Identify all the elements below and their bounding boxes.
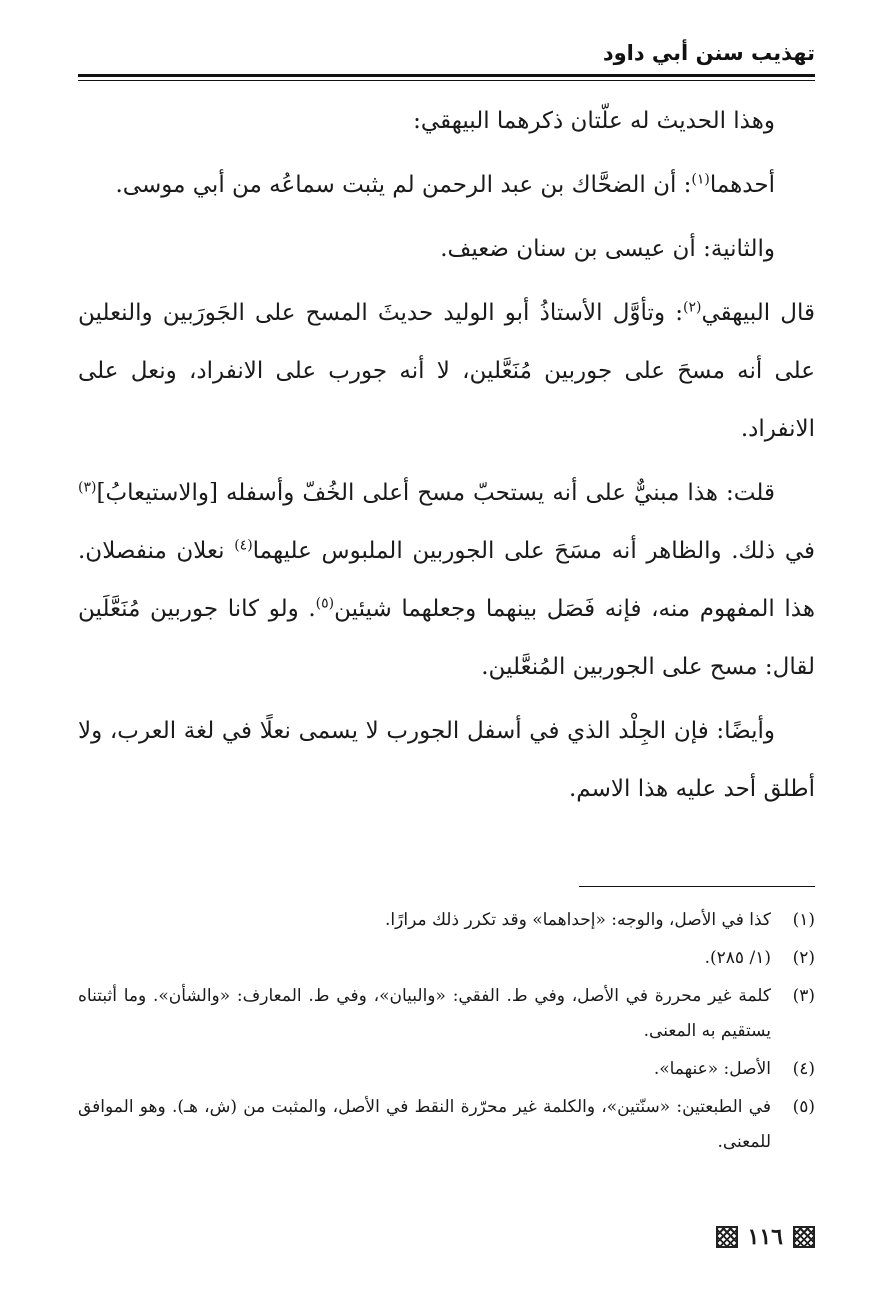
footnote-text: في الطبعتين: «سنّتين»، والكلمة غير محرّرة النقط في الأصل، والمثبت من (ش، هـ). وهو الموافق للمعنى. xyxy=(78,1097,771,1152)
paragraph-4-text-b: : وتأوَّل الأستاذُ أبو الوليد حديثَ المسح على الجَورَبين والنعلين على أنه مسحَ على جوربين مُنَعَّلين، لا أنه جورب على الانفراد، ونعل على الانفراد. xyxy=(78,300,815,442)
page-number: ١١٦ xyxy=(747,1224,783,1250)
header-rule-thin xyxy=(78,80,815,81)
paragraph-1 xyxy=(78,92,815,150)
footnote-text: (١/ ٢٨٥). xyxy=(704,948,771,968)
footnote-ref-5: (٥) xyxy=(315,595,335,612)
footnote-ref-2: (٢) xyxy=(682,299,702,316)
paragraph-2-text-a: أحدهما xyxy=(709,172,775,198)
footnote-ref-1: (١) xyxy=(691,171,710,188)
footnote-item xyxy=(78,903,815,938)
footnote-number: (١) xyxy=(792,910,815,930)
paragraph-2 xyxy=(78,156,815,214)
running-head: تهذيب سنن أبي داود xyxy=(602,41,815,65)
footnote-number: (٣) xyxy=(792,986,815,1006)
footnote-item xyxy=(78,1052,815,1087)
ornament-icon xyxy=(793,1226,815,1248)
footnote-ref-3: (٣) xyxy=(78,479,97,496)
footnote-number: (٢) xyxy=(792,948,815,968)
paragraph-5 xyxy=(78,464,815,696)
paragraph-4 xyxy=(78,284,815,458)
paragraph-6-text: وأيضًا: فإن الجِلْد الذي في أسفل الجورب لا يسمى نعلًا في لغة العرب، ولا أطلق أحد عليه هذا الاسم. xyxy=(78,718,815,802)
paragraph-1-text: وهذا الحديث له علّتان ذكرهما البيهقي: xyxy=(413,108,775,134)
header-rule-thick xyxy=(78,74,815,77)
paragraph-5-text-d: . ولو كانا جوربين مُنَعَّلَين لقال: مسح على الجوربين المُنعَّلين. xyxy=(78,596,815,680)
paragraph-5-text-b: في ذلك. والظاهر أنه مسَحَ على الجوربين الملبوس عليهما xyxy=(252,538,815,564)
footnote-ref-4: (٤) xyxy=(234,537,253,554)
footnotes xyxy=(78,903,815,1163)
paragraph-2-text-b: : أن الضحَّاك بن عبد الرحمن لم يثبت سماعُه من أبي موسى. xyxy=(115,172,692,198)
footnote-text: كلمة غير محررة في الأصل، وفي ط. الفقي: «والبيان»، وفي ط. المعارف: «والشأن». وما أثبتناه يستقيم به المعنى. xyxy=(78,986,771,1041)
footnote-number: (٥) xyxy=(792,1097,815,1117)
page-number-block xyxy=(716,1222,815,1252)
paragraph-5-text-c: نعلان منفصلان. هذا المفهوم منه، فإنه فَصَل بينهما وجعلهما شيئين xyxy=(78,538,815,622)
paragraph-5-text-a: قلت: هذا مبنيٌّ على أنه يستحبّ مسح أعلى الخُفّ وأسفله [والاستيعابُ] xyxy=(96,480,775,506)
footnote-item xyxy=(78,979,815,1049)
paragraph-3-text: والثانية: أن عيسى بن سنان ضعيف. xyxy=(440,236,775,262)
ornament-icon xyxy=(716,1226,738,1248)
footnote-item xyxy=(78,941,815,976)
footnote-separator xyxy=(579,886,815,887)
paragraph-6 xyxy=(78,702,815,818)
main-text xyxy=(78,92,815,824)
footnote-item xyxy=(78,1090,815,1160)
footnote-number: (٤) xyxy=(792,1059,815,1079)
paragraph-4-text-a: قال البيهقي xyxy=(701,300,815,326)
footnote-text: الأصل: «عنهما». xyxy=(653,1059,771,1079)
paragraph-3 xyxy=(78,220,815,278)
footnote-text: كذا في الأصل، والوجه: «إحداهما» وقد تكرر ذلك مرارًا. xyxy=(385,910,771,930)
